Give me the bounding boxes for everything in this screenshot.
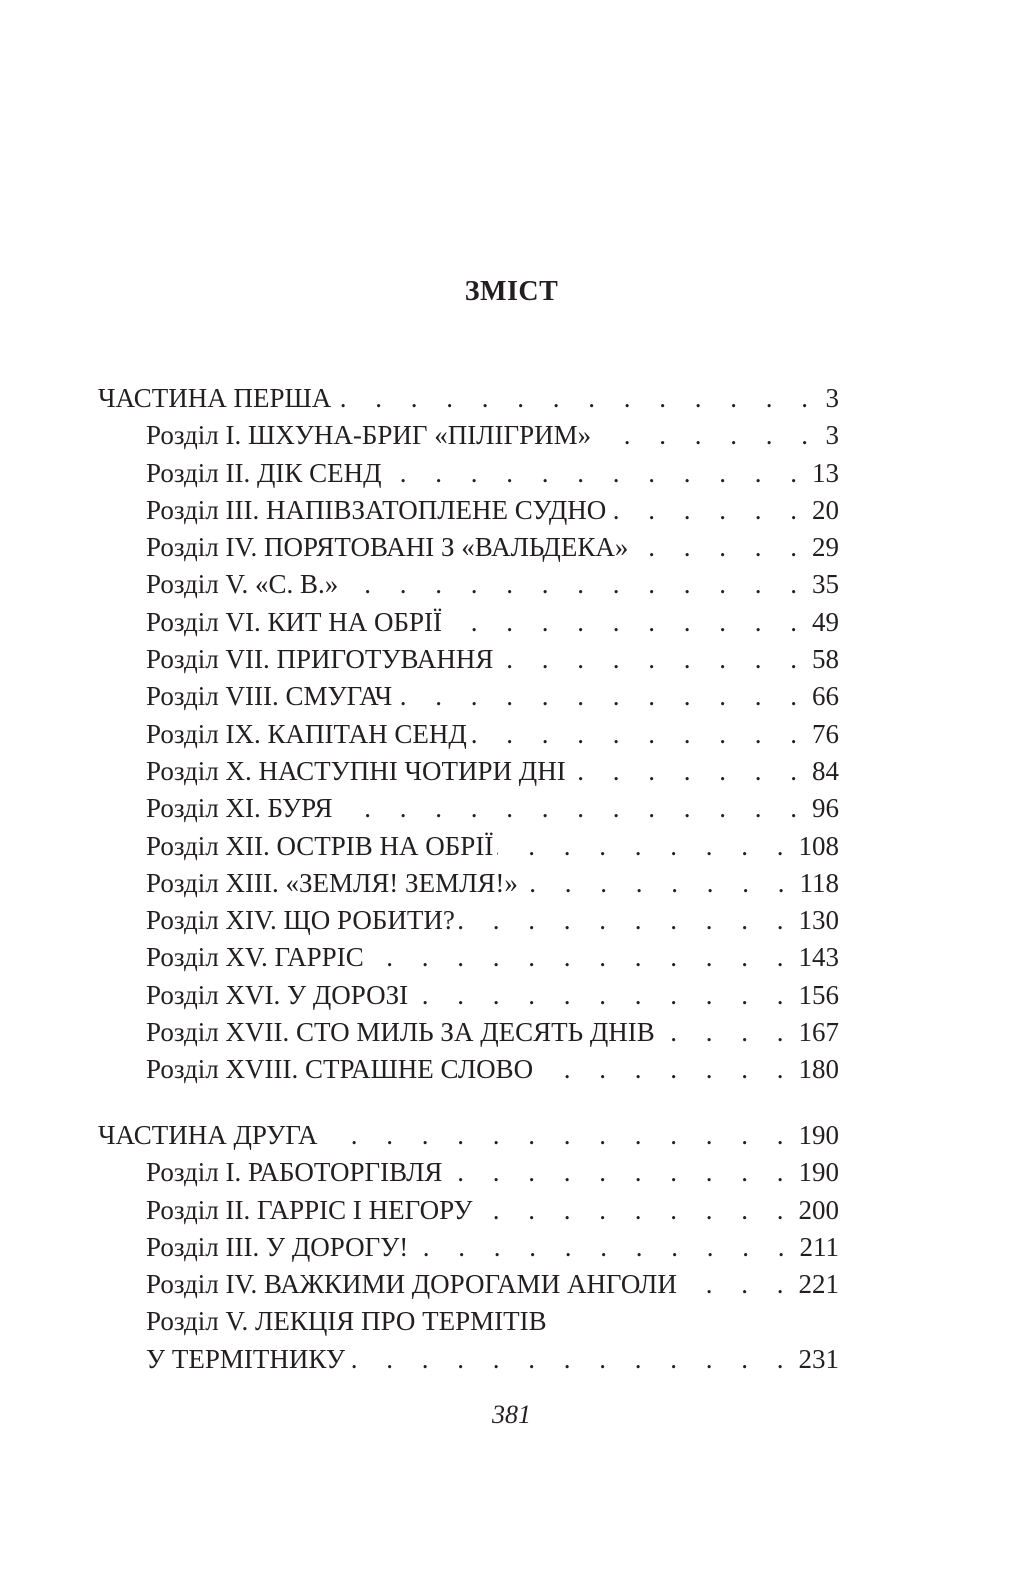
toc-entry xyxy=(98,1051,839,1088)
dot-leader xyxy=(632,529,808,566)
toc-page-number: 167 xyxy=(798,1017,839,1048)
toc-part-heading xyxy=(98,1117,839,1154)
toc-page-number: 143 xyxy=(798,942,839,973)
toc-entry xyxy=(98,790,839,827)
toc-entry xyxy=(98,455,839,492)
toc-entry xyxy=(98,1341,839,1378)
toc-entry-title: Розділ XI. БУРЯ xyxy=(146,793,333,824)
dot-leader xyxy=(497,828,794,865)
toc-page-number: 190 xyxy=(798,1157,839,1188)
toc-entry xyxy=(98,529,839,566)
toc-entry-title: ЧАСТИНА ПЕРША xyxy=(98,383,332,413)
toc-entry-title: Розділ XIII. «ЗЕМЛЯ! ЗЕМЛЯ!» xyxy=(146,867,518,898)
dot-leader xyxy=(522,865,796,902)
toc-entry-title: Розділ V. ЛЕКЦІЯ ПРО ТЕРМІТІВ xyxy=(146,1306,547,1337)
toc-entry-title: Розділ XIV. ЩО РОБИТИ? xyxy=(146,905,455,936)
toc-page-number: 76 xyxy=(812,718,839,749)
toc-entry xyxy=(98,1266,839,1303)
toc-entry xyxy=(98,1192,839,1229)
dot-leader xyxy=(336,790,808,827)
dot-leader xyxy=(610,492,808,529)
dot-leader xyxy=(459,902,795,939)
toc-entry-title: Розділ II. ДІК СЕНД xyxy=(146,457,382,488)
toc-entry xyxy=(98,1154,839,1191)
toc-page-number: 29 xyxy=(812,532,839,563)
toc-page-number: 58 xyxy=(812,644,839,675)
toc-entry-title: Розділ V. «С. В.» xyxy=(146,569,339,600)
toc-entry xyxy=(98,641,839,678)
dot-leader xyxy=(322,1117,795,1154)
toc-entry-title: Розділ IX. КАПІТАН СЕНД xyxy=(146,718,467,749)
toc-part-two xyxy=(98,1117,839,1378)
dot-leader xyxy=(570,753,808,790)
toc-entry xyxy=(98,1303,839,1340)
toc-entry xyxy=(98,939,839,976)
toc-entry-title: У ТЕРМІТНИКУ xyxy=(146,1343,345,1374)
toc-entry xyxy=(98,1014,839,1051)
toc-page-number: 66 xyxy=(812,681,839,712)
toc-page-number: 156 xyxy=(798,979,839,1010)
dot-leader xyxy=(412,977,794,1014)
toc-entry-title: ЧАСТИНА ДРУГА xyxy=(98,1120,318,1150)
toc-page-number: 84 xyxy=(812,755,839,786)
toc-entry xyxy=(98,716,839,753)
dot-leader xyxy=(477,1192,795,1229)
toc-page-number: 3 xyxy=(825,420,839,451)
dot-leader xyxy=(386,455,808,492)
dot-leader xyxy=(368,939,795,976)
dot-leader xyxy=(681,1266,795,1303)
toc-page-number: 180 xyxy=(798,1054,839,1085)
toc-page-number: 20 xyxy=(812,494,839,525)
dot-leader xyxy=(471,716,808,753)
toc-title: ЗМІСТ xyxy=(464,276,559,307)
toc-entry-title: Розділ III. У ДОРОГУ! xyxy=(146,1231,409,1262)
toc-entry-title: Розділ VIII. СМУГАЧ xyxy=(146,681,393,712)
toc-page-number: 200 xyxy=(798,1194,839,1225)
dot-leader xyxy=(659,1014,795,1051)
toc-entry-title: Розділ X. НАСТУПНІ ЧОТИРИ ДНІ xyxy=(146,755,566,786)
toc-entry xyxy=(98,492,839,529)
toc-entry xyxy=(98,1229,839,1266)
toc-part-heading xyxy=(98,380,839,417)
toc-entry-title: Розділ XII. ОСТРІВ НА ОБРІЇ xyxy=(146,830,494,861)
dot-leader xyxy=(497,641,808,678)
toc-entry-title: Розділ I. РАБОТОРГІВЛЯ xyxy=(146,1157,443,1188)
page-number: 381 xyxy=(492,1400,531,1429)
toc-entry xyxy=(98,977,839,1014)
dot-leader xyxy=(412,1229,795,1266)
toc-entry-title: Розділ I. ШХУНА-БРИГ «ПІЛІГРИМ» xyxy=(146,420,592,451)
toc-page-number: 231 xyxy=(798,1343,839,1374)
toc-entry xyxy=(98,828,839,865)
toc-page-number: 130 xyxy=(798,905,839,936)
dot-leader xyxy=(335,380,819,417)
toc-entry-title: Розділ XV. ГАРРІС xyxy=(146,942,364,973)
toc-entry-title: Розділ II. ГАРРІС І НЕГОРУ xyxy=(146,1194,473,1225)
toc-page-number: 211 xyxy=(799,1231,839,1262)
dot-leader xyxy=(446,1154,794,1191)
toc-page-number: 221 xyxy=(798,1269,839,1300)
toc-entry xyxy=(98,753,839,790)
toc-entry xyxy=(98,865,839,902)
toc-part-one xyxy=(98,380,839,1089)
toc-entry-title: Розділ VI. КИТ НА ОБРІЇ xyxy=(146,606,442,637)
toc-page-number: 108 xyxy=(798,830,839,861)
toc-entry-title: Розділ IV. ВАЖКИМИ ДОРОГАМИ АНГОЛИ xyxy=(146,1269,677,1300)
toc-entry xyxy=(98,417,839,454)
toc-page-number: 13 xyxy=(812,457,839,488)
dot-leader xyxy=(446,604,808,641)
dot-leader xyxy=(342,566,808,603)
toc-entry xyxy=(98,678,839,715)
toc-page-number: 49 xyxy=(812,606,839,637)
toc-entry-title: Розділ III. НАПІВЗАТОПЛЕНЕ СУДНО xyxy=(146,494,607,525)
toc-entry xyxy=(98,902,839,939)
toc-page-number: 190 xyxy=(798,1120,839,1150)
toc-page-number: 96 xyxy=(812,793,839,824)
toc-page-number: 118 xyxy=(799,867,839,898)
toc-entry-title: Розділ VII. ПРИГОТУВАННЯ xyxy=(146,644,494,675)
toc-entry-title: Розділ IV. ПОРЯТОВАНІ З «ВАЛЬДЕКА» xyxy=(146,532,629,563)
toc-page-number: 35 xyxy=(812,569,839,600)
dot-leader xyxy=(349,1341,795,1378)
dot-leader xyxy=(537,1051,794,1088)
toc-page-number: 3 xyxy=(825,383,839,413)
dot-leader xyxy=(396,678,808,715)
toc-entry xyxy=(98,566,839,603)
toc-entry xyxy=(98,604,839,641)
toc-entry-title: Розділ XVII. СТО МИЛЬ ЗА ДЕСЯТЬ ДНІВ xyxy=(146,1017,655,1048)
toc-entry-title: Розділ XVI. У ДОРОЗІ xyxy=(146,979,409,1010)
dot-leader xyxy=(595,417,819,454)
toc-entry-title: Розділ XVIII. СТРАШНЕ СЛОВО xyxy=(146,1054,534,1085)
